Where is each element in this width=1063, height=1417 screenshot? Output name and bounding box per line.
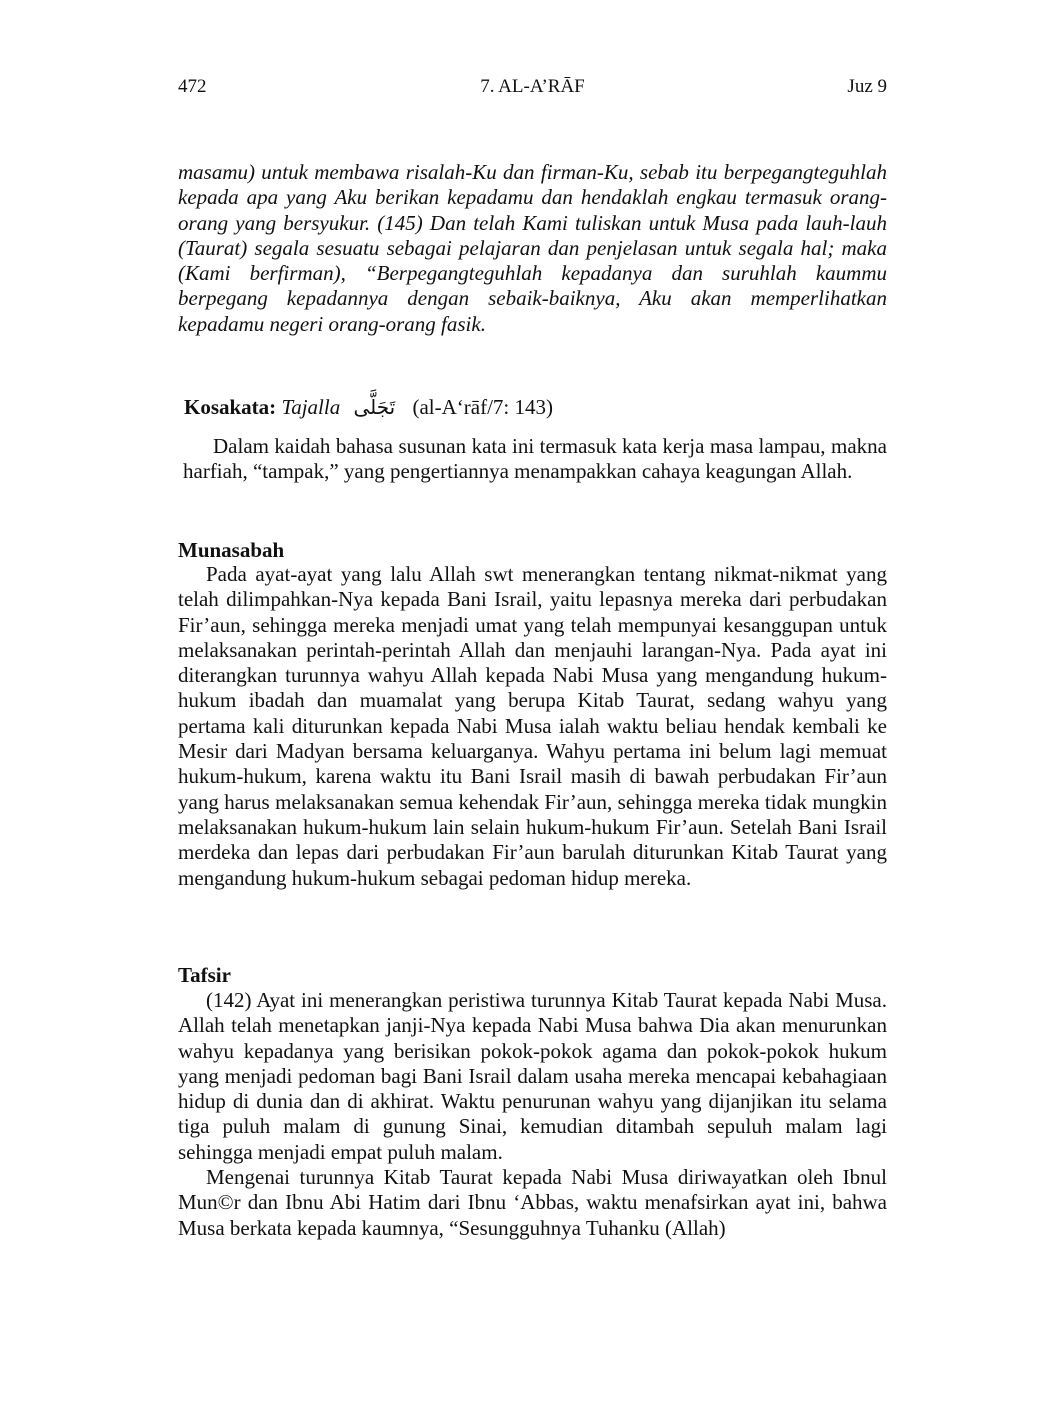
munasabah-body [178, 562, 887, 891]
kosakata-reference: (al-A‘rāf/7: 143) [412, 395, 554, 419]
tafsir-paragraph-1: (142) Ayat ini menerangkan peristiwa turunnya Kitab Taurat kepada Nabi Musa. Allah telah menetapkan janji-Nya kepada Nabi Musa bahwa Dia akan menurunkan wahyu kepadanya yang berisikan pokok-pokok agama dan pokok-pokok hukum yang menjadi pedoman bagi Bani Israil dalam usaha mereka mencapai kebahagiaan hidup di dunia dan di akhirat. Waktu penurunan wahyu yang dijanjikan itu selama tiga puluh malam di gunung Sinai, kemudian ditambah sepuluh malam lagi sehingga menjadi empat puluh malam. [178, 988, 887, 1164]
translation-text: masamu) untuk membawa risalah-Ku dan firman-Ku, sebab itu berpegangteguhlah kepada apa yang Aku berikan kepadamu dan hendaklah engkau termasuk orang-orang yang bersyukur. (145) Dan telah Kami tuliskan untuk Musa pada lauh-lauh (Taurat) segala sesuatu sebagai pelajaran dan penjelasan untuk segala hal; maka (Kami berfirman), “Berpegangteguhlah kepadanya dan suruhlah kaummu berpegang kepadannya dengan sebaik-baiknya, Aku akan memperlihatkan kepadamu negeri orang-orang fasik. [178, 160, 887, 336]
tafsir-paragraph-2: Mengenai turunnya Kitab Taurat kepada Nabi Musa diriwayatkan oleh Ibnul Mun©r dan Ibnu Abi Hatim dari Ibnu ‘Abbas, waktu menafsirkan ayat ini, bahwa Musa berkata kepada kaumnya, “Sesungguhnya Tuhanku (Allah) [178, 1165, 887, 1240]
chapter-title: 7. AL-A’RĀF [480, 76, 585, 97]
page-number: 472 [178, 76, 207, 97]
kosakata-line [184, 394, 887, 420]
tafsir-body [178, 988, 887, 1241]
munasabah-paragraph: Pada ayat-ayat yang lalu Allah swt menerangkan tentang nikmat-nikmat yang telah dilimpahkan-Nya kepada Bani Israil, yaitu lepasnya mereka dari perbudakan Fir’aun, sehingga mereka menjadi umat yang telah mempunyai kesanggupan untuk melaksanakan perintah-perintah Allah dan menjauhi larangan-Nya. Pada ayat ini diterangkan turunnya wahyu Allah kepada Nabi Musa yang mengandung hukum-hukum ibadah dan muamalat yang berupa Kitab Taurat, sedang wahyu yang pertama kali diturunkan kepada Nabi Musa ialah waktu beliau hendak kembali ke Mesir dari Madyan bersama keluarganya. Wahyu pertama ini belum lagi memuat hukum-hukum, karena waktu itu Bani Israil masih di bawah perbudakan Fir’aun yang harus melaksanakan semua kehendak Fir’aun, sehingga mereka tidak mungkin melaksanakan hukum-hukum lain selain hukum-hukum Fir’aun. Setelah Bani Israil merdeka dan lepas dari perbudakan Fir’aun barulah diturunkan Kitab Taurat yang mengandung hukum-hukum sebagai pedoman hidup mereka. [178, 562, 887, 890]
kosakata-term: Tajalla [281, 395, 341, 419]
kosakata-label: Kosakata: [184, 395, 277, 419]
munasabah-heading: Munasabah [178, 538, 285, 562]
kosakata-paragraph: Dalam kaidah bahasa susunan kata ini termasuk kata kerja masa lampau, makna harfiah, “tampak,” yang pengertiannya menampakkan cahaya keagungan Allah. [183, 434, 887, 484]
tafsir-heading: Tafsir [178, 963, 231, 987]
juz-label: Juz 9 [847, 76, 887, 97]
kosakata-arabic: تَجَلَّى [353, 395, 396, 419]
running-header [178, 76, 887, 102]
translation-block [178, 160, 887, 337]
kosakata-body [183, 434, 887, 485]
